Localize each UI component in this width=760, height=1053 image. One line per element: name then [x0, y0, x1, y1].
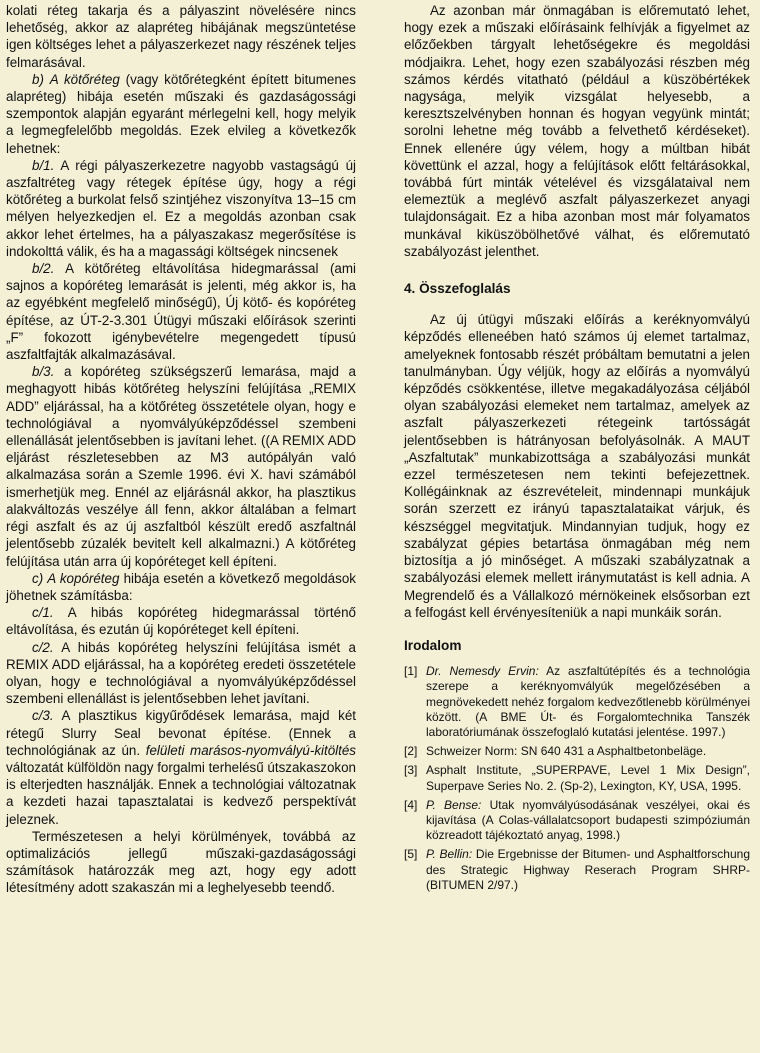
- reference-text: [426, 798, 750, 844]
- reference-text: [426, 847, 750, 893]
- subitem-label: b/3.: [32, 364, 55, 380]
- emphasis-term: felületi marásos-nyomvályú-kitöltés: [145, 742, 356, 758]
- paragraph: Az azonban már önmagában is előremutató lehet, hogy ezek a műszaki előírásaink felhívják a figyelmet az előzőekben tárgyalt lehetőségekre és megoldási módjaikra. Lehet, hogy ezen szabályozási részben még számos kérdés vitatható (például a küszöbértékek nagysága, melyik vizsgálat helyesebb, a keresztszelvényben honnan és hogyan vegyünk mintát; sorolni lehetne még tovább a felvethető kérdéseket). Ennek ellenére úgy vélem, hogy a múltban hibát követtünk el azzal, hogy a felújítások előtt feltárásokkal, továbbá fúrt minták vételével és vizsgálataival nem elemeztük a meglévő aszfalt pályaszerkezet anyagi tulajdonságait. Ez a hiba azonban most már folyamatos munkával kiküszöbölhetővé válhat, és előremutató szabályozást jelenthet.: [404, 3, 750, 259]
- subitem-label: c/2.: [32, 639, 54, 655]
- reference-item: [404, 664, 750, 740]
- subitem-c1: [6, 604, 356, 638]
- subitem-b1: [6, 157, 356, 260]
- paragraph-text: (vagy kötőrétegként épített bitumenes alapréteg) hibája esetén műszaki és gazdaságossági szempontok alapján egyaránt mérlegelni kell, hogy melyik a legmegfelelőbb megoldás. Ezek elvileg a következők lehetnek:: [6, 71, 356, 156]
- reference-number: [1]: [404, 664, 418, 679]
- subitem-text: A plasztikus kigyűrődések lemarása, majd két rétegű Slurry Seal bevonat építése. (Ennek a technológiának az ún.: [6, 708, 356, 758]
- reference-body: Az aszfaltútépítés és a technológia szerepe a keréknyomvályúk megelőzésében a megnövekedett nehéz forgalom kedvezőtlenebb körülményei között. (A BME Út- és Forgalomtechnika Tanszék laboratóriumának összefoglaló kutatási jelentése. 1997.): [426, 664, 751, 739]
- reference-item: [404, 744, 750, 759]
- subitem-label: c/3.: [32, 708, 54, 724]
- reference-body: Utak nyomvályúsodásának veszélyei, okai és kijavítása (A Colas-vállalatcsoport budapesti szimpóziumán közreadott tájékoztató anyag, 1998.): [426, 797, 750, 843]
- reference-item: [404, 847, 750, 893]
- subitem-text: A hibás kopóréteg helyszíni felújítása ismét a REMIX ADD eljárással, ha a kopóréteg eredeti összetétele olyan, hogy e technológiával a nyomvályúképződéssel szembeni ellenállást is jelentősebben lehet javítani.: [6, 639, 357, 707]
- reference-item: [404, 763, 750, 793]
- reference-text: [426, 763, 750, 793]
- subitem-text: változatát külföldön nagy forgalmi terhelésű útszakaszokon is elterjedten használják. Ennek a technológiai változatnak a kezdeti hazai tapasztalatai is kedvező perspektívát jeleznek.: [6, 759, 356, 827]
- reference-body: Schweizer Norm: SN 640 431 a Asphaltbetonbeläge.: [426, 744, 707, 759]
- subitem-text: A hibás kopóréteg hidegmarással történő eltávolítása, és ezután új kopóréteget kell építeni.: [6, 605, 356, 638]
- summary-paragraph: Az új útügyi műszaki előírás a keréknyomvályú képződés elleneében ható számos új elemet tartalmaz, amelyeknek fontosabb részét próbáltam bemutatni a jelen tanulmányban. Úgy véljük, hogy az előírás a nyomvályú képződés csökkentése, illetve megakadályozása céljából olyan szabályozási elemeket nem tartalmaz, amelyek az aszfalt pályaszerkezeti rétegeink tartósságát jelentősebben is hátrányosan befolyásolnák. A MAUT „Aszfaltutak” munkabizottsága a szabályozási munkát ezzel természetesen nem tekinti befejezettnek. Kollégáinknak az észrevételeit, mindennapi munkájuk során szerzett ez irányú tapasztalataikat várjuk, és készséggel megvitatjuk. Mindannyian tudjuk, hogy ez szabályzat gépies betartása önmagában még nem biztosítja a jó minőséget. A műszaki szabályzatnak a szabályozási elemek mellett iránymutatást is kell adnia. A Megrendelő és a Vállalkozó mérnökeinek elsősorban ezt a felfogást kell érvényesíteniük a napi munkáik során.: [404, 312, 750, 620]
- reference-number: [3]: [404, 763, 418, 778]
- reference-text: [426, 664, 750, 740]
- right-column: [404, 2, 750, 897]
- subitem-label: c/1.: [32, 605, 54, 621]
- reference-author: P. Bense:: [426, 797, 482, 812]
- subitem-text: a kopóréteg szükségszerű lemarása, majd a meghagyott hibás kötőréteg helyszíni felújítása „REMIX ADD” eljárással, ha a kötőréteg összetétele olyan, hogy e technológiával a nyomvályúképződéssel szembeni ellenállását jelentősebben is javítani lehet. ((A REMIX ADD eljárást részletesebben az M3 autópályán való alkalmazása során a Szemle 1996. évi X. havi számából ismerhetjük meg. Ennél az eljárásnál akkor, ha plasztikus alakváltozás veszélye áll fenn, akkor általában a felmart régi aszfalt és az új aszfaltból készült eredő aszfaltnál jelentősebb zúzalék bevitelt kell alkalmazni.) A kötőréteg felújítása után arra új kopóréteget kell építeni.: [6, 364, 356, 569]
- reference-text: [426, 744, 750, 759]
- reference-number: [4]: [404, 797, 418, 812]
- reference-list: [404, 664, 750, 893]
- reference-body: Die Ergebnisse der Bitumen- und Asphaltforschung des Strategic Highway Reserach Program SHRP- (BITUMEN 2/97.): [426, 847, 750, 892]
- subitem-b2: [6, 260, 356, 363]
- subitem-label: b/2.: [32, 261, 55, 277]
- item-prefix: c): [32, 570, 44, 586]
- subitem-label: b/1.: [32, 157, 55, 173]
- reference-item: [404, 798, 750, 844]
- reference-author: P. Bellin:: [426, 847, 473, 862]
- paragraph-text: hibája esetén a következő megoldások jöhetnek számításba:: [6, 570, 356, 603]
- subitem-c2: [6, 639, 356, 708]
- references-heading: Irodalom: [404, 637, 462, 653]
- subitem-b3: [6, 363, 356, 569]
- reference-number: [5]: [404, 847, 418, 862]
- emphasis-term: A kopóréteg: [47, 570, 120, 586]
- item-prefix: b): [32, 71, 44, 87]
- paragraph-wearing-course: [6, 570, 356, 604]
- emphasis-term: A kötőréteg: [49, 71, 120, 87]
- reference-author: Dr. Nemesdy Ervin:: [426, 664, 539, 679]
- subitem-text: A kötőréteg eltávolítása hidegmarással (ami sajnos a kopóréteg lemarását is jelenti, még akkor is, ha az egyébként megfelelő minőségű), Új kötő- és kopóréteg építése, az ÚT-2-3.301 Útügyi műszaki előírások szerinti „F” fokozott igénybevételre megengedett típusú aszfaltfajták alkalmazásával.: [6, 261, 356, 363]
- subitem-c3: [6, 707, 356, 827]
- subitem-text: A régi pályaszerkezetre nagyobb vastagságú új aszfaltréteg vagy rétegek építése úgy, hogy a régi kötőréteg a burkolat felső szintjéhez viszonyítva 13–15 cm mélyen helyezkedjen el. Ez a megoldás azonban csak akkor lehet értelmes, ha a pályaszakasz megerősítése is indokolttá válik, és ha a magassági költségek nincsenek: [6, 157, 357, 259]
- paragraph: kolati réteg takarja és a pályaszint növelésére nincs lehetőség, akkor az alapréteg hibájának megszüntetése igen költséges lehet a pályaszerkezet nagy részének teljes felmarásával.: [6, 3, 356, 70]
- section-heading: 4. Összefoglalás: [404, 281, 511, 297]
- paragraph-binder-course: [6, 71, 356, 157]
- reference-number: [2]: [404, 744, 418, 759]
- paragraph-closing: Természetesen a helyi körülmények, továbbá az optimalizációs jellegű műszaki-gazdaságossági számítások határozzák meg azt, hogy egy adott létesítmény adott szakaszán mi a leghelyesebb teendő.: [6, 828, 356, 896]
- reference-body: Asphalt Institute, „SUPERPAVE, Level 1 Mix Design”, Superpave Series No. 2. (Sp-2), Lexington, KY, USA, 1995.: [426, 763, 750, 793]
- left-column: [6, 2, 356, 897]
